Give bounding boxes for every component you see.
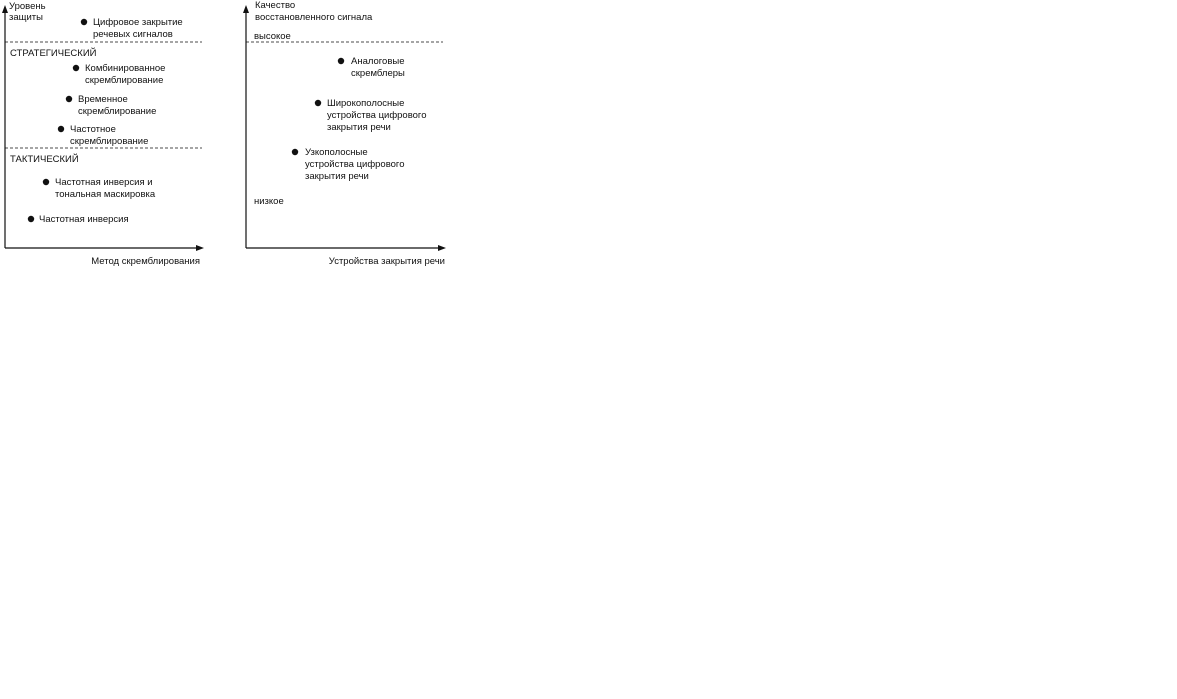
left-x-axis-label: Метод скремблирования (91, 256, 200, 267)
item-time-scrambling-line2: скремблирование (78, 106, 157, 117)
item-time-scrambling-line1: Временное (78, 94, 128, 105)
item-digital-closure-line1: Цифровое закрытие (93, 17, 183, 28)
item-analog-scramblers-dot (338, 58, 344, 64)
left-x-axis-arrow (196, 245, 204, 251)
left-y-axis-label-line1: Уровень (9, 1, 46, 12)
item-narrowband-digital-dot (292, 149, 298, 155)
item-combined-scrambling-line2: скремблирование (85, 75, 164, 86)
item-narrowband-digital-line3: закрытия речи (305, 171, 369, 182)
item-inversion-masking-dot (43, 179, 49, 185)
right-y-axis-arrow (243, 5, 249, 13)
item-frequency-inversion-line1: Частотная инверсия (39, 214, 129, 225)
right-y-axis-label-line2: восстановленного сигнала (255, 12, 373, 23)
item-frequency-scrambling-dot (58, 126, 64, 132)
item-digital-closure-dot (81, 19, 87, 25)
item-digital-closure-line2: речевых сигналов (93, 29, 173, 40)
level-tactical: ТАКТИЧЕСКИЙ (10, 154, 79, 165)
item-frequency-scrambling-line1: Частотное (70, 124, 116, 135)
item-frequency-scrambling-line2: скремблирование (70, 136, 149, 147)
item-wideband-digital-line1: Широкополосные (327, 98, 405, 109)
item-analog-scramblers-line2: скремблеры (351, 68, 405, 79)
item-time-scrambling-dot (66, 96, 72, 102)
level-strategic: СТРАТЕГИЧЕСКИЙ (10, 48, 97, 59)
item-wideband-digital-line2: устройства цифрового (327, 110, 427, 121)
item-narrowband-digital-line2: устройства цифрового (305, 159, 405, 170)
right-x-axis-arrow (438, 245, 446, 251)
item-combined-scrambling-line1: Комбинированное (85, 63, 166, 74)
item-inversion-masking-line2: тональная маскировка (55, 189, 156, 200)
item-narrowband-digital-line1: Узкополосные (305, 147, 368, 158)
item-wideband-digital-dot (315, 100, 321, 106)
left-y-axis-label-line2: защиты (9, 12, 43, 23)
left-chart (2, 1, 204, 267)
item-combined-scrambling-dot (73, 65, 79, 71)
item-wideband-digital-line3: закрытия речи (327, 122, 391, 133)
left-y-axis-arrow (2, 5, 8, 13)
level-high: высокое (254, 31, 291, 42)
right-y-axis-label-line1: Качество (255, 0, 296, 11)
item-analog-scramblers-line1: Аналоговые (351, 56, 405, 67)
item-frequency-inversion-dot (28, 216, 34, 222)
right-x-axis-label: Устройства закрытия речи (328, 256, 445, 267)
level-low: низкое (254, 196, 284, 207)
item-inversion-masking-line1: Частотная инверсия и (55, 177, 153, 188)
right-chart (243, 0, 446, 267)
